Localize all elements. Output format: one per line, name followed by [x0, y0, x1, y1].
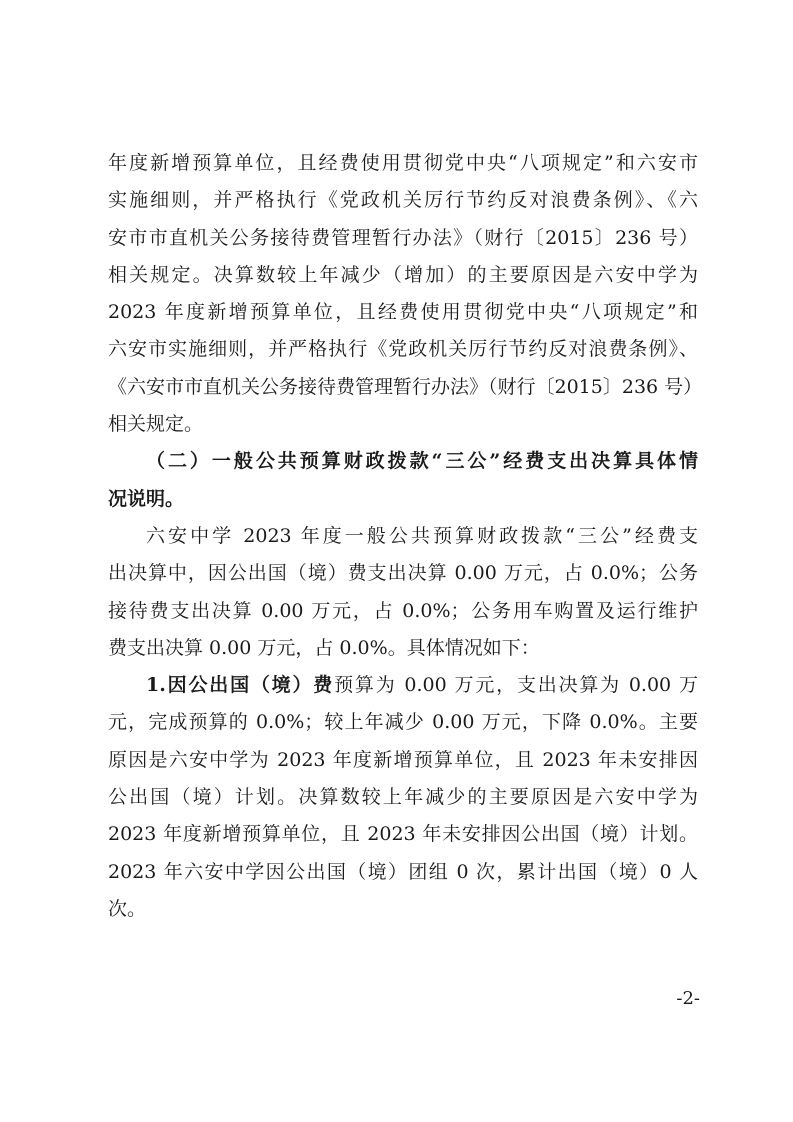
heading-line: （二）一般公共预算财政拨款“三公”经费支出决算具体情 — [146, 450, 698, 473]
text-line: 次。 — [108, 897, 147, 920]
paragraph-continuation — [108, 145, 703, 443]
text-line: 费支出决算 0.00 万元，占 0.0%。具体情况如下： — [108, 636, 540, 659]
item-title: 1.因公出国（境）费 — [146, 674, 335, 697]
text-line: 接待费支出决算 0.00 万元，占 0.0%；公务用车购置及运行维护 — [108, 599, 698, 622]
text-line: 实施细则，并严格执行《党政机关厉行节约反对浪费条例》、《六 — [108, 189, 698, 212]
text-line: 相关规定。 — [108, 413, 204, 436]
text-line: 原因是六安中学为 2023 年度新增预算单位，且 2023 年未安排因 — [108, 748, 698, 771]
heading-line: 况说明。 — [108, 487, 185, 510]
item-text: 预算为 0.00 万元，支出决算为 0.00 万 — [334, 674, 698, 697]
text-line: 相关规定。决算数较上年减少（增加）的主要原因是六安中学为 — [108, 263, 698, 286]
page-number: -2- — [676, 988, 700, 1009]
text-line — [108, 667, 698, 704]
text-line: 2023 年六安中学因公出国（境）团组 0 次，累计出国（境）0 人 — [108, 860, 698, 883]
text-line: 2023 年度新增预算单位，且经费使用贯彻党中央“八项规定”和 — [108, 301, 698, 324]
text-line: 《六安市市直机关公务接待费管理暂行办法》（财行〔2015〕236 号） — [108, 375, 703, 398]
text-line: 六安市实施细则，并严格执行《党政机关厉行节约反对浪费条例》、 — [108, 338, 698, 361]
text-line: 六安中学 2023 年度一般公共预算财政拨款“三公”经费支 — [146, 524, 698, 547]
paragraph-overview — [108, 518, 698, 667]
text-line: 年度新增预算单位，且经费使用贯彻党中央“八项规定”和六安市 — [108, 152, 698, 174]
section-heading — [108, 443, 698, 518]
text-line: 元，完成预算的 0.0%；较上年减少 0.00 万元，下降 0.0%。主要 — [108, 711, 698, 734]
document-body — [108, 145, 703, 928]
paragraph-overseas-travel — [108, 667, 698, 928]
text-line: 出决算中，因公出国（境）费支出决算 0.00 万元，占 0.0%；公务 — [108, 562, 698, 585]
text-line: 2023 年度新增预算单位，且 2023 年未安排因公出国（境）计划。 — [108, 823, 698, 846]
text-line: 公出国（境）计划。决算数较上年减少的主要原因是六安中学为 — [108, 786, 698, 809]
text-line: 安市市直机关公务接待费管理暂行办法》（财行〔2015〕236 号） — [108, 226, 698, 249]
